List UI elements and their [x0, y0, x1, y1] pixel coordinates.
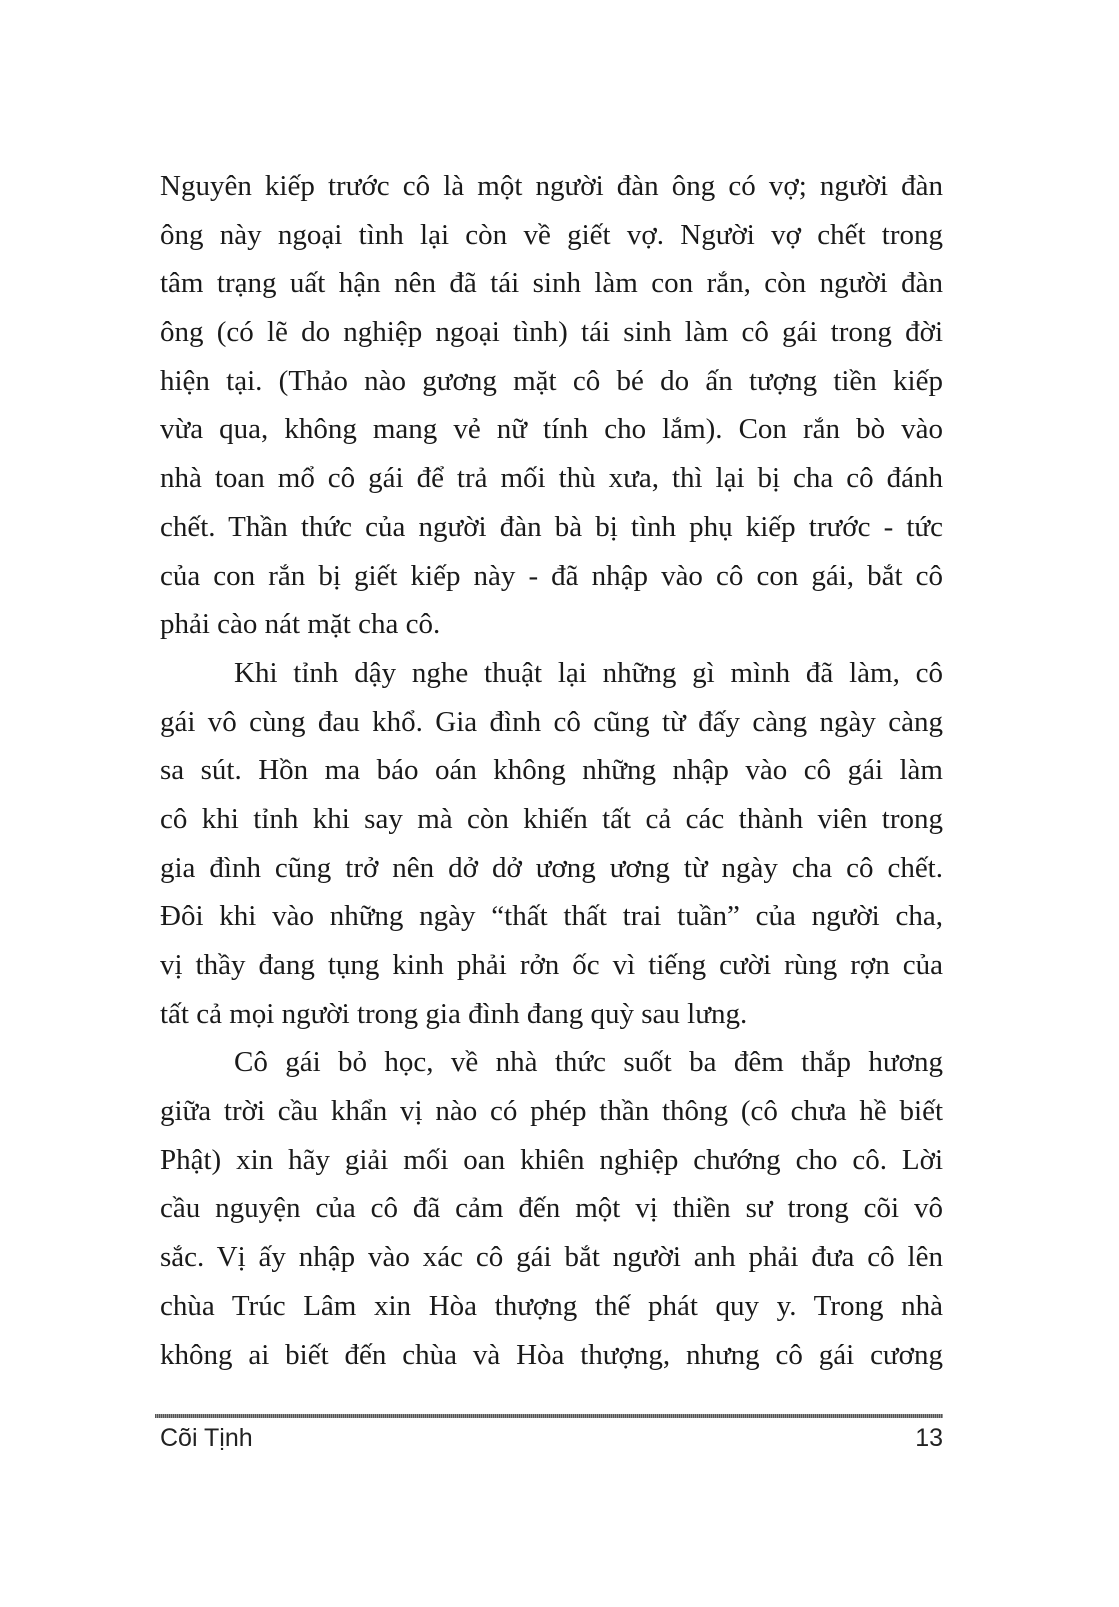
text-line: gia đình cũng trở nên dở dở ương ương từ ngày cha cô chết.: [160, 851, 943, 884]
text-line: hiện tại. (Thảo nào gương mặt cô bé do ấn tượng tiền kiếp: [160, 364, 943, 397]
text-line: Nguyên kiếp trước cô là một người đàn ông có vợ; người đàn: [160, 170, 943, 202]
text-line: ông này ngoại tình lại còn về giết vợ. Người vợ chết trong: [160, 218, 943, 251]
text-line: Phật) xin hãy giải mối oan khiên nghiệp chướng cho cô. Lời: [160, 1143, 943, 1176]
text-line: nhà toan mổ cô gái để trả mối thù xưa, thì lại bị cha cô đánh: [160, 462, 943, 495]
footer-rule: [155, 1414, 943, 1418]
text-line: Cô gái bỏ học, về nhà thức suốt ba đêm thắp hương: [234, 1046, 943, 1079]
text-line: cầu nguyện của cô đã cảm đến một vị thiền sư trong cõi vô: [160, 1192, 943, 1225]
text-line: chết. Thần thức của người đàn bà bị tình phụ kiếp trước - tức: [160, 510, 943, 543]
text-line: tất cả mọi người trong gia đình đang quỳ sau lưng.: [160, 997, 748, 1030]
text-line: sa sút. Hồn ma báo oán không những nhập vào cô gái làm: [160, 754, 943, 787]
footer-book-title: Cõi Tịnh: [160, 1424, 253, 1452]
text-line: của con rắn bị giết kiếp này - đã nhập vào cô con gái, bắt cô: [160, 559, 943, 592]
text-line: vừa qua, không mang vẻ nữ tính cho lắm). Con rắn bò vào: [160, 413, 943, 446]
text-line: sắc. Vị ấy nhập vào xác cô gái bắt người anh phải đưa cô lên: [160, 1241, 943, 1274]
text-line: tâm trạng uất hận nên đã tái sinh làm con rắn, còn người đàn: [160, 267, 943, 300]
text-line: gái vô cùng đau khổ. Gia đình cô cũng từ đấy càng ngày càng: [160, 705, 943, 738]
footer-page-number: 13: [915, 1424, 943, 1452]
text-line: cô khi tỉnh khi say mà còn khiến tất cả các thành viên trong: [160, 802, 943, 835]
text-line: phải cào nát mặt cha cô.: [160, 608, 441, 641]
body-text: [160, 162, 943, 1379]
text-line: Đôi khi vào những ngày “thất thất trai tuần” của người cha,: [160, 900, 943, 933]
text-line: chùa Trúc Lâm xin Hòa thượng thế phát quy y. Trong nhà: [160, 1289, 943, 1322]
text-line: vị thầy đang tụng kinh phải rởn ốc vì tiếng cười rùng rợn của: [160, 949, 943, 981]
text-line: không ai biết đến chùa và Hòa thượng, nhưng cô gái cương: [160, 1338, 943, 1371]
text-line: ông (có lẽ do nghiệp ngoại tình) tái sinh làm cô gái trong đời: [160, 316, 943, 349]
text-line: Khi tỉnh dậy nghe thuật lại những gì mình đã làm, cô: [234, 656, 943, 689]
text-line: giữa trời cầu khẩn vị nào có phép thần thông (cô chưa hề biết: [160, 1095, 943, 1128]
